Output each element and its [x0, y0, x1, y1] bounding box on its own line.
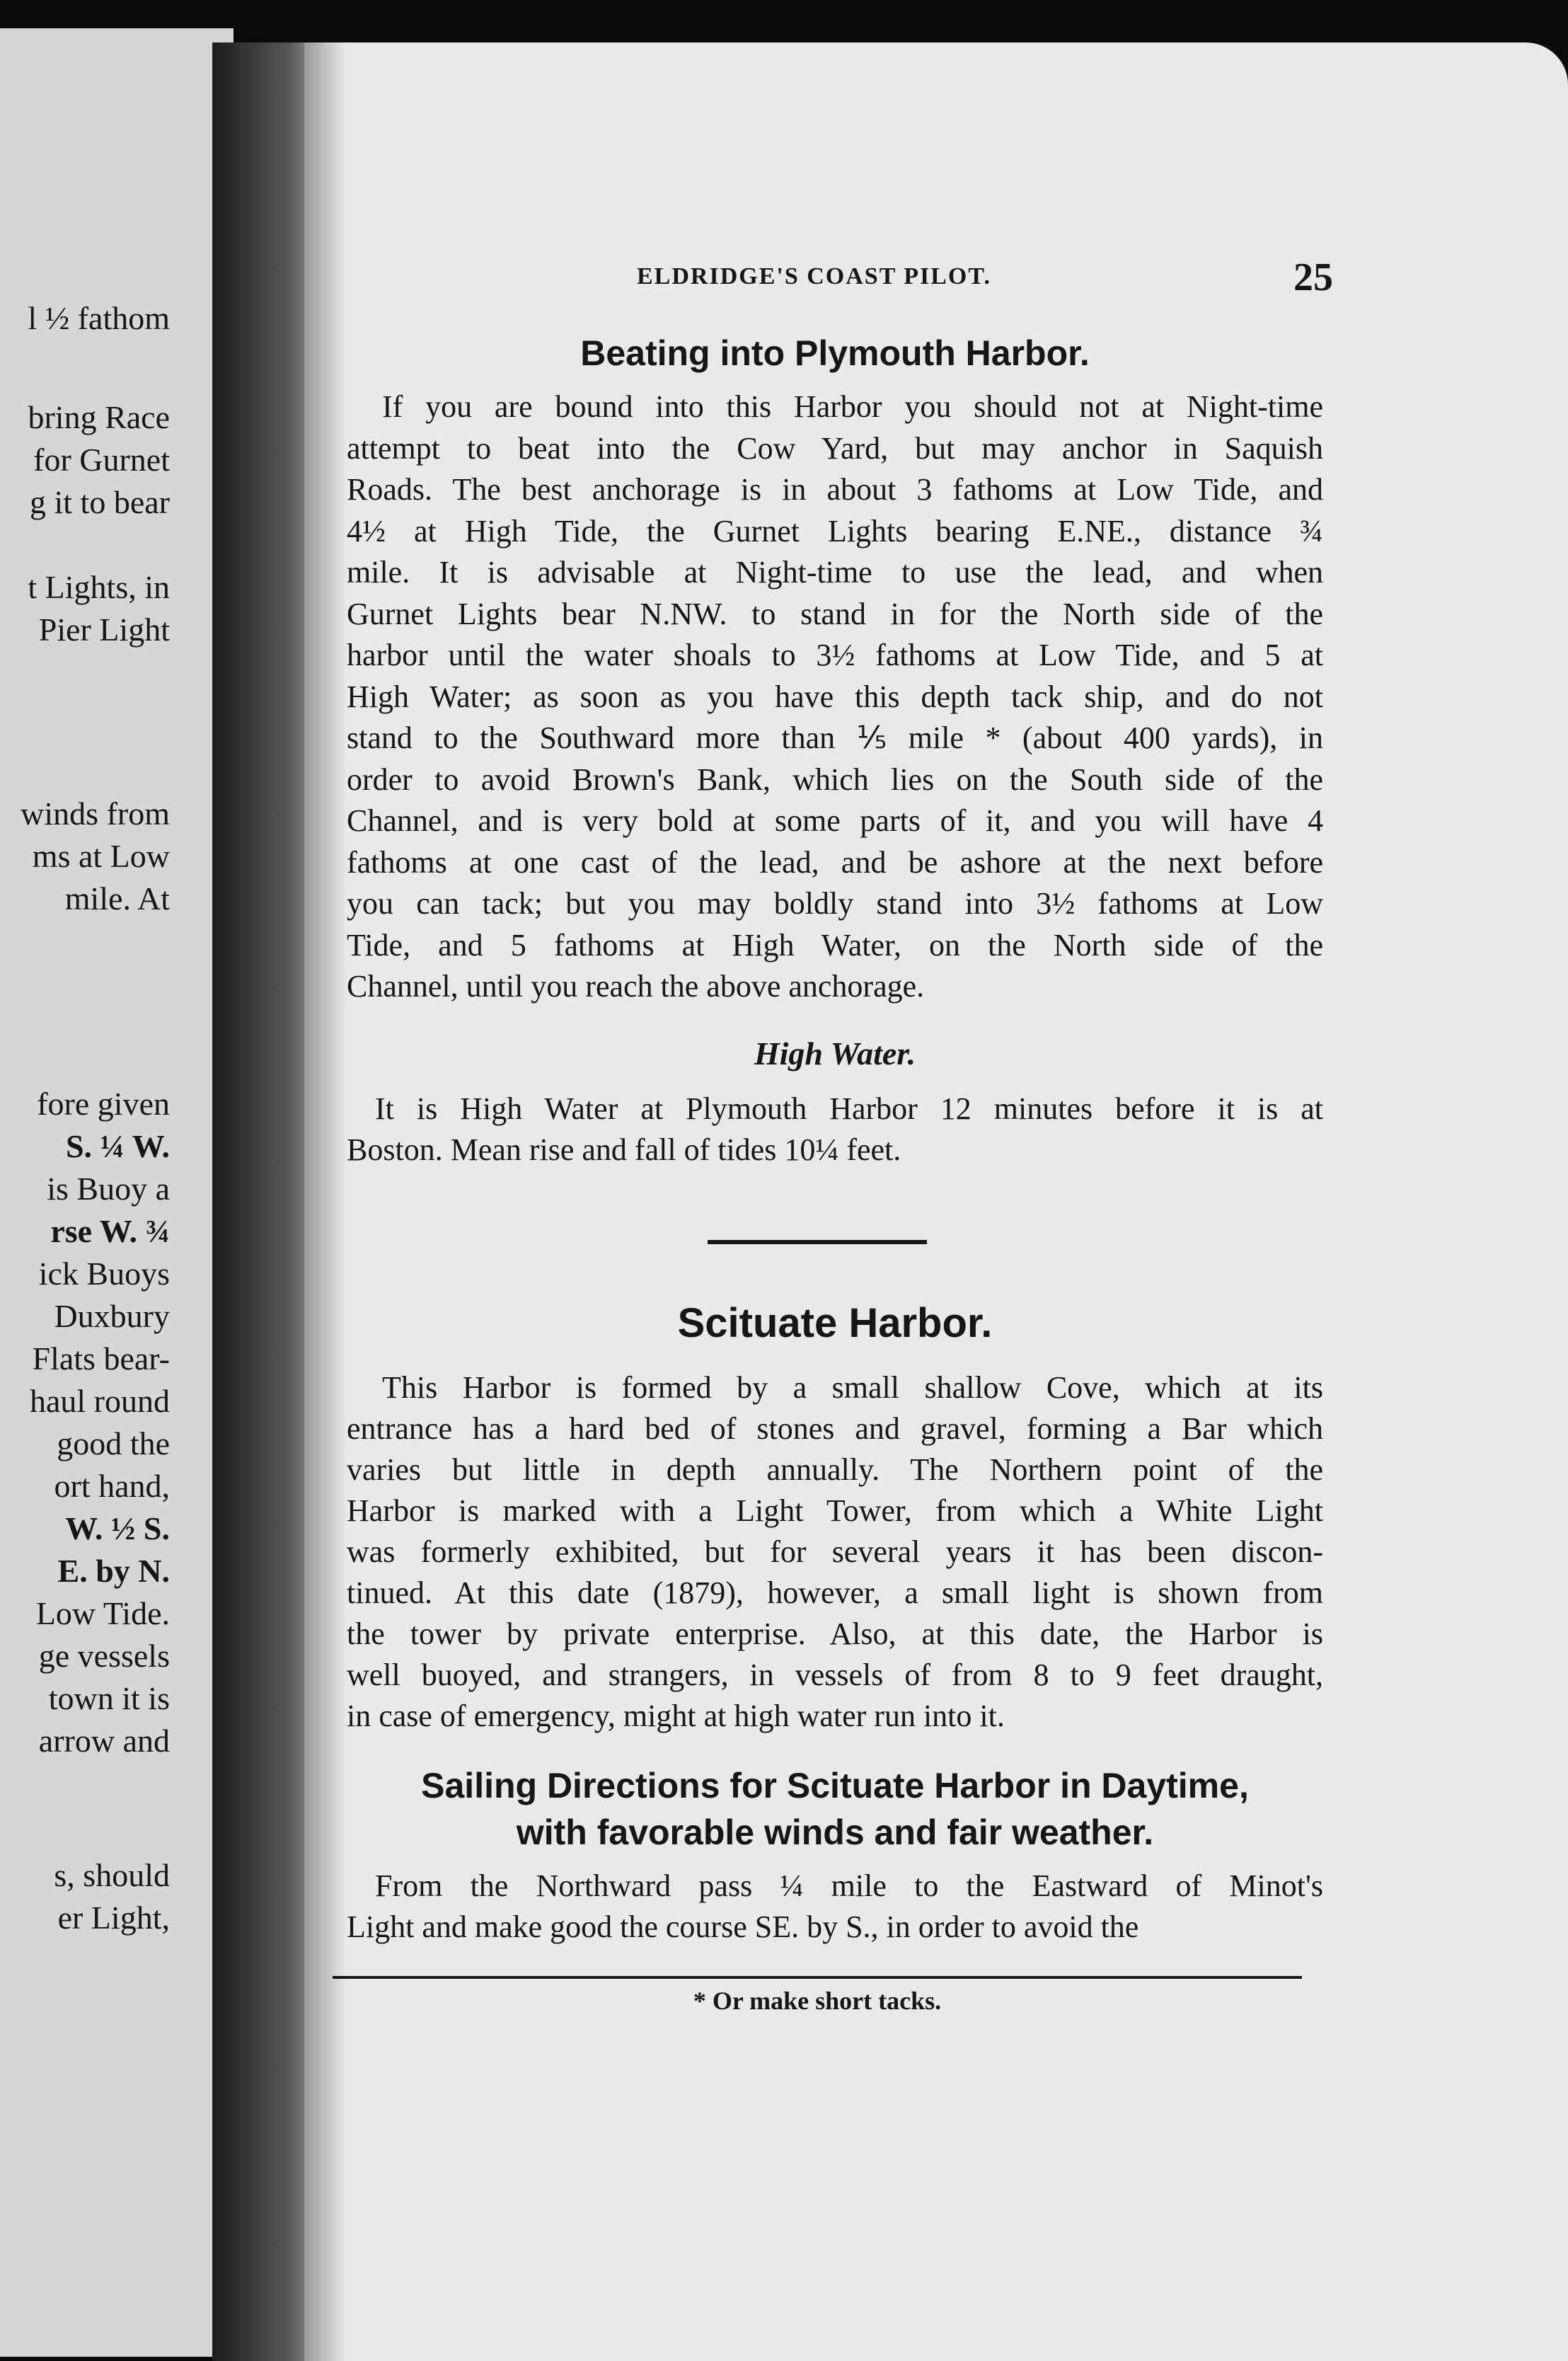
text-line: Gurnet Lights bear N.NW. to stand in for the North side of the [347, 596, 1323, 631]
text-line: Harbor is marked with a Light Tower, from which a White Light [347, 1493, 1323, 1528]
footnote: * Or make short tacks. [693, 1987, 942, 2015]
heading-scituate: Scituate Harbor. [677, 1300, 993, 1346]
heading-sailing-line2: with favorable winds and fair weather. [516, 1813, 1154, 1852]
text-line: you can tack; but you may boldly stand into 3½ fathoms at Low [347, 886, 1323, 921]
left-page-line: S. ¼ W. [65, 1128, 170, 1164]
text-line: Light and make good the course SE. by S., in order to avoid the [347, 1909, 1139, 1944]
text-line: High Water; as soon as you have this depth tack ship, and do not [347, 679, 1323, 714]
left-page-line: g it to bear [30, 484, 170, 520]
heading-plymouth: Beating into Plymouth Harbor. [580, 333, 1090, 373]
text-line: Roads. The best anchorage is in about 3 fathoms at Low Tide, and [347, 472, 1323, 507]
left-page-fragment [0, 28, 234, 2357]
text-line: Tide, and 5 fathoms at High Water, on the North side of the [347, 927, 1323, 963]
running-head: ELDRIDGE'S COAST PILOT. [637, 263, 992, 289]
left-page-line: haul round [29, 1383, 170, 1419]
left-page-line: ick Buoys [38, 1256, 170, 1292]
left-page-line: mile. At [64, 880, 170, 917]
text-line: fathoms at one cast of the lead, and be ashore at the next before [347, 844, 1323, 880]
text-line: in case of emergency, might at high water run into it. [347, 1699, 1005, 1733]
text-line: was formerly exhibited, but for several years it has been discon- [347, 1534, 1323, 1569]
left-page-line: er Light, [57, 1900, 170, 1936]
left-page-line: Flats bear- [32, 1340, 170, 1377]
text-line: entrance has a hard bed of stones and gravel, forming a Bar which [347, 1411, 1323, 1446]
text-line: varies but little in depth annually. The Northern point of the [347, 1452, 1323, 1487]
text-line: mile. It is advisable at Night-time to use the lead, and when [347, 555, 1323, 590]
text-line: well buoyed, and strangers, in vessels of from 8 to 9 feet draught, [347, 1658, 1323, 1692]
text-line: If you are bound into this Harbor you should not at Night-time [382, 389, 1323, 424]
heading-high-water: High Water. [754, 1035, 916, 1072]
text-line: It is High Water at Plymouth Harbor 12 minutes before it is at [375, 1091, 1323, 1126]
left-page-line: rse W. ¾ [50, 1213, 170, 1249]
text-line: order to avoid Brown's Bank, which lies on the South side of the [347, 762, 1323, 797]
text-line: Boston. Mean rise and fall of tides 10¼ feet. [347, 1132, 901, 1167]
text-line: stand to the Southward more than ⅕ mile * (about 400 yards), in [347, 720, 1323, 755]
left-page-line: s, should [54, 1857, 170, 1893]
left-page-line: ge vessels [38, 1638, 170, 1674]
left-page-line: t Lights, in [28, 569, 170, 605]
left-page-line: for Gurnet [33, 442, 170, 478]
left-page-line: Duxbury [54, 1298, 170, 1334]
text-line: Channel, until you reach the above anchorage. [347, 969, 925, 1004]
page-number: 25 [1293, 255, 1333, 299]
left-page-line: l ½ fathom [28, 300, 170, 336]
section-divider [708, 1240, 927, 1244]
text-line: This Harbor is formed by a small shallow Cove, which at its [382, 1370, 1323, 1405]
text-line: the tower by private enterprise. Also, at this date, the Harbor is [347, 1616, 1323, 1651]
book-gutter [212, 42, 311, 2361]
left-page-line: good the [57, 1425, 170, 1461]
text-line: harbor until the water shoals to 3½ fathoms at Low Tide, and 5 at [347, 638, 1323, 672]
left-page-line: winds from [21, 795, 170, 832]
left-page-line: Pier Light [38, 611, 170, 648]
text-line: tinued. At this date (1879), however, a small light is shown from [347, 1575, 1323, 1610]
left-page-line: W. ½ S. [65, 1510, 170, 1546]
heading-sailing-line1: Sailing Directions for Scituate Harbor in Daytime, [421, 1766, 1249, 1805]
text-line: Channel, and is very bold at some parts of it, and you will have 4 [347, 803, 1323, 838]
text-line: attempt to beat into the Cow Yard, but may anchor in Saquish [347, 430, 1323, 466]
left-page-line: ms at Low [32, 838, 170, 874]
left-page-line: Low Tide. [35, 1595, 170, 1631]
left-page-line: arrow and [38, 1723, 170, 1759]
footnote-rule [333, 1976, 1302, 1979]
left-page-line: is Buoy a [47, 1171, 170, 1207]
left-page-line: fore given [37, 1086, 170, 1122]
left-page-line: bring Race [28, 399, 170, 435]
text-line: From the Northward pass ¼ mile to the Eastward of Minot's [375, 1868, 1323, 1903]
left-page-line: town it is [48, 1680, 170, 1716]
left-page-line: ort hand, [54, 1468, 170, 1504]
text-line: 4½ at High Tide, the Gurnet Lights bearing E.NE., distance ¾ [347, 513, 1323, 548]
left-page-line: E. by N. [57, 1553, 170, 1589]
